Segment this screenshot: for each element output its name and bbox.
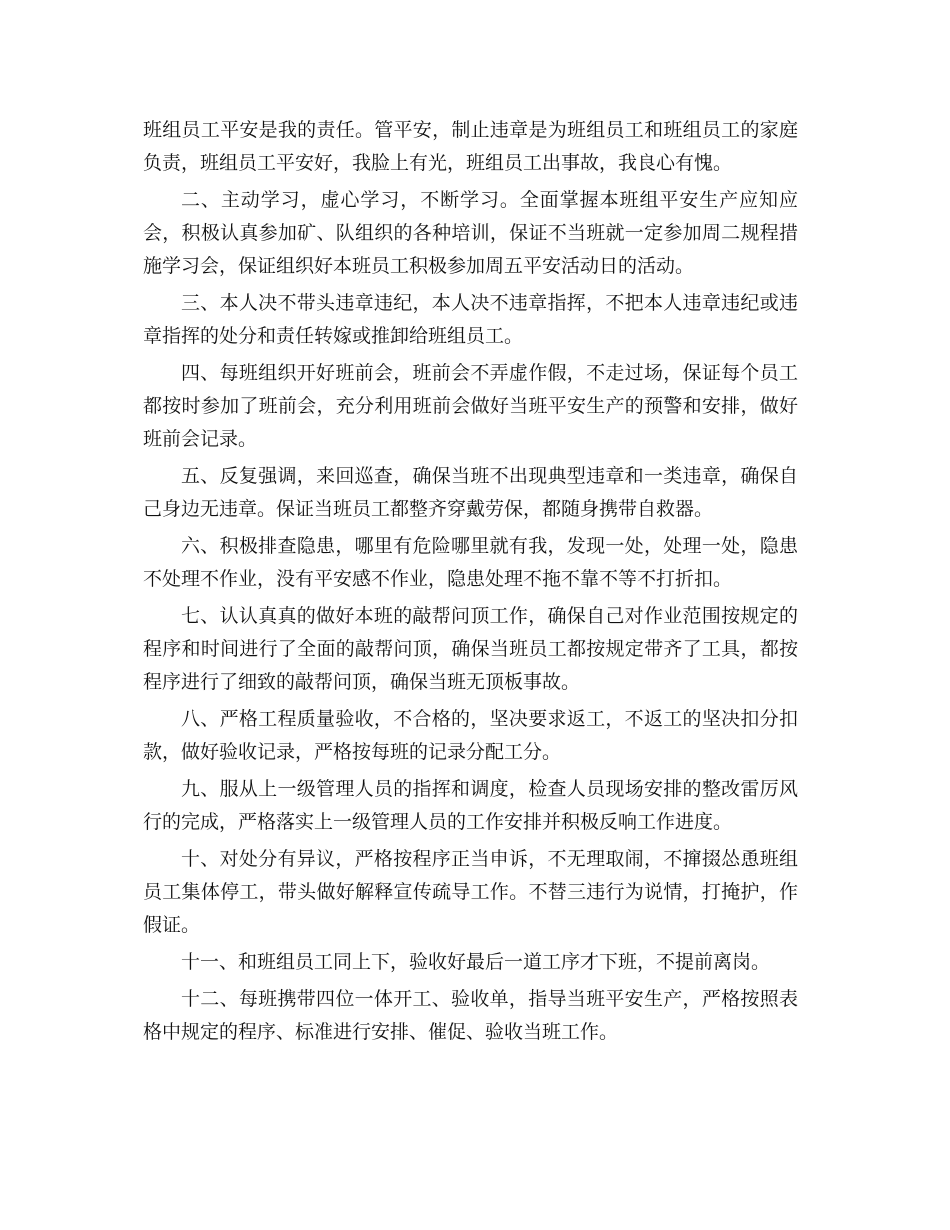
- paragraph-7: 七、认认真真的做好本班的敲帮问顶工作，确保自己对作业范围按规定的程序和时间进行了全面的敲帮问顶，确保当班员工都按规定带齐了工具，都按程序进行了细致的敲帮问顶，确保当班无顶板事故。: [143, 605, 798, 693]
- document-body: [143, 114, 798, 1053]
- paragraph-11: 十一、和班组员工同上下，验收好最后一道工序才下班，不提前离岗。: [181, 951, 771, 973]
- paragraph-1: 班组员工平安是我的责任。管平安，制止违章是为班组员工和班组员工的家庭负责，班组员工平安好，我脸上有光，班组员工出事故，我良心有愧。: [143, 119, 798, 174]
- paragraph-3: 三、本人决不带头违章违纪，本人决不违章指挥，不把本人违章违纪或违章指挥的处分和责任转嫁或推卸给班组员工。: [143, 292, 798, 347]
- paragraph-6: 六、积极排查隐患，哪里有危险哪里就有我，发现一处，处理一处，隐患不处理不作业，没有平安感不作业，隐患处理不拖不靠不等不打折扣。: [143, 535, 798, 590]
- paragraph-8: 八、严格工程质量验收，不合格的，坚决要求返工，不返工的坚决扣分扣款，做好验收记录，严格按每班的记录分配工分。: [143, 708, 798, 763]
- paragraph-2: 二、主动学习，虚心学习，不断学习。全面掌握本班组平安生产应知应会，积极认真参加矿、队组织的各种培训，保证不当班就一定参加周二规程措施学习会，保证组织好本班员工积极参加周五平安活动日的活动。: [143, 189, 798, 277]
- paragraph-5: 五、反复强调，来回巡查，确保当班不出现典型违章和一类违章，确保自己身边无违章。保证当班员工都整齐穿戴劳保，都随身携带自救器。: [143, 465, 798, 520]
- paragraph-10: 十、对处分有异议，严格按程序正当申诉，不无理取闹，不撺掇怂恿班组员工集体停工，带头做好解释宣传疏导工作。不替三违行为说情，打掩护，作假证。: [143, 848, 798, 936]
- paragraph-12: 十二、每班携带四位一体开工、验收单，指导当班平安生产，严格按照表格中规定的程序、标准进行安排、催促、验收当班工作。: [143, 988, 798, 1043]
- paragraph-9: 九、服从上一级管理人员的指挥和调度，检查人员现场安排的整改雷厉风行的完成，严格落实上一级管理人员的工作安排并积极反响工作进度。: [143, 778, 798, 833]
- paragraph-4: 四、每班组织开好班前会，班前会不弄虚作假，不走过场，保证每个员工都按时参加了班前会，充分利用班前会做好当班平安生产的预警和安排，做好班前会记录。: [143, 362, 798, 450]
